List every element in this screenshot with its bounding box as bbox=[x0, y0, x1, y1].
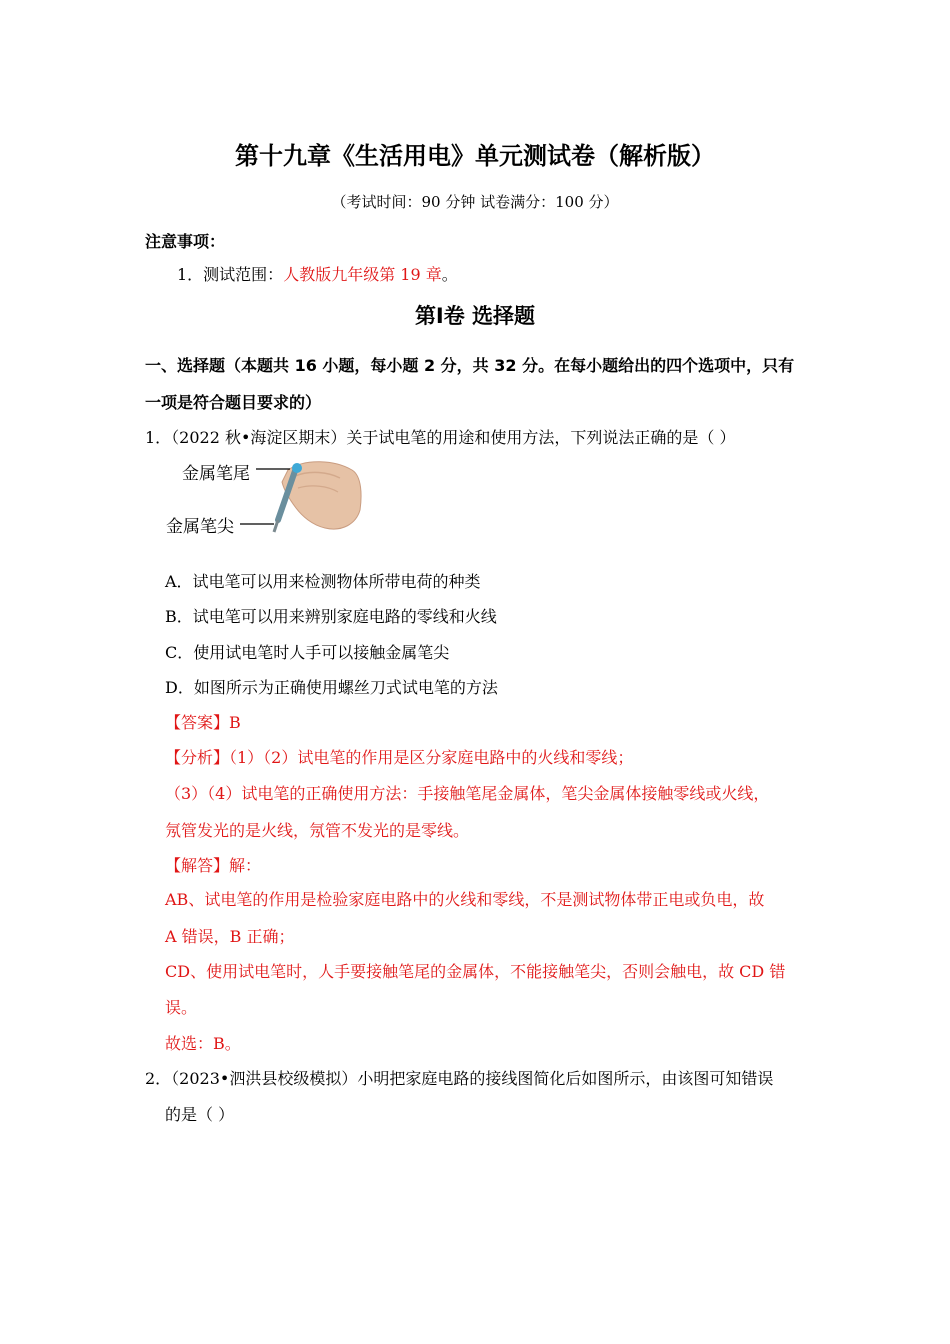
question-2-stem-line-1: 2．（2023•泗洪县校级模拟）小明把家庭电路的接线图简化后如图所示，由该图可知错误 bbox=[145, 1069, 774, 1088]
instructions-line-2: 一项是符合题目要求的） bbox=[145, 393, 322, 412]
question-1-option-a: A．试电笔可以用来检测物体所带电荷的种类 bbox=[165, 572, 481, 591]
notice-heading: 注意事项： bbox=[145, 232, 226, 251]
question-1-option-c: C．使用试电笔时人手可以接触金属笔尖 bbox=[165, 643, 450, 662]
question-1-analysis-line-2: （3）（4）试电笔的正确使用方法：手接触笔尾金属体，笔尖金属体接触零线或火线， bbox=[165, 784, 770, 803]
figure-label-metal-tail: 金属笔尾 bbox=[182, 464, 250, 484]
page-title: 第十九章《生活用电》单元测试卷（解析版） bbox=[235, 142, 715, 170]
question-1-option-b: B．试电笔可以用来辨别家庭电路的零线和火线 bbox=[165, 607, 497, 626]
question-1-option-d: D．如图所示为正确使用螺丝刀式试电笔的方法 bbox=[165, 678, 498, 697]
question-1-solution-cd-line-1: CD、使用试电笔时，人手要接触笔尾的金属体，不能接触笔尖，否则会触电，故 CD 错 bbox=[165, 962, 786, 981]
question-1-solution-heading: 【解答】解： bbox=[165, 856, 262, 875]
question-1-analysis-line-1: 【分析】（1）（2）试电笔的作用是区分家庭电路中的火线和零线； bbox=[165, 748, 634, 767]
instructions-line-1: 一、选择题（本题共 16 小题，每小题 2 分，共 32 分。在每小题给出的四个选项中，只有 bbox=[145, 356, 795, 375]
figure-label-metal-tip: 金属笔尖 bbox=[166, 517, 234, 537]
question-1-stem: 1．（2022 秋•海淀区期末）关于试电笔的用途和使用方法，下列说法正确的是（ ） bbox=[145, 428, 736, 447]
question-2-stem-line-2: 的是（ ） bbox=[165, 1105, 235, 1124]
test-pen-figure bbox=[160, 448, 370, 543]
question-1-analysis-line-3: 氖管发光的是火线，氖管不发光的是零线。 bbox=[165, 821, 470, 840]
notice-item-scope bbox=[177, 262, 458, 285]
section-title: 第Ⅰ卷 选择题 bbox=[414, 304, 536, 328]
question-1-solution-ab-line-2: A 错误，B 正确； bbox=[165, 927, 295, 946]
notice-item-suffix: 。 bbox=[441, 265, 458, 284]
question-1-final-choice: 故选：B。 bbox=[165, 1034, 241, 1053]
notice-item-scope-value: 人教版九年级第 19 章 bbox=[283, 265, 442, 284]
exam-info: （考试时间：90 分钟 试卷满分：100 分） bbox=[331, 193, 619, 211]
question-1-solution-cd-line-2: 误。 bbox=[165, 998, 198, 1017]
notice-item-prefix: 1．测试范围： bbox=[177, 265, 284, 284]
question-1-answer: 【答案】B bbox=[165, 713, 241, 732]
question-1-solution-ab-line-1: AB、试电笔的作用是检验家庭电路中的火线和零线，不是测试物体带正电或负电，故 bbox=[165, 890, 765, 909]
